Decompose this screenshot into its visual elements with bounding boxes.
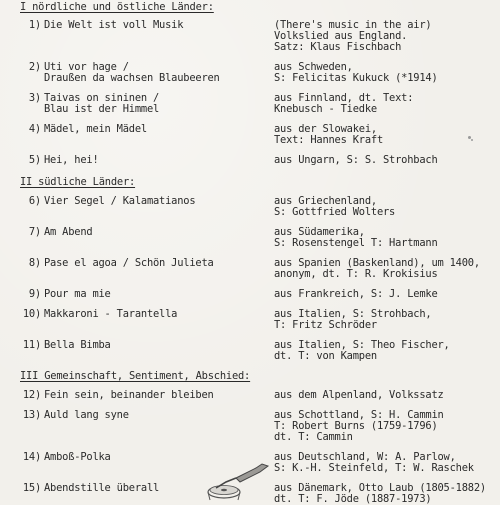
song-title: Amboß-Polka — [44, 451, 111, 463]
section-heading: I nördliche und östliche Länder: — [20, 1, 214, 13]
song-info: aus Spanien (Baskenland), um 1400, anonym, dt. T: R. Krokisius — [274, 257, 480, 280]
song-info: aus dem Alpenland, Volkssatz — [274, 389, 444, 401]
song-title: Pour ma mie — [44, 288, 111, 300]
song-number: 4) — [28, 123, 41, 135]
song-info: aus Italien, S: Strohbach, T: Fritz Schröder — [274, 308, 432, 331]
song-title: Die Welt ist voll Musik — [44, 19, 184, 31]
song-title: Uti vor hage / Draußen da wachsen Blaubeeren — [44, 61, 220, 84]
song-number: 5) — [28, 154, 41, 166]
gramophone-illustration — [196, 462, 276, 502]
section-heading: II südliche Länder: — [20, 176, 136, 188]
song-info: aus Ungarn, S: S. Strohbach — [274, 154, 438, 166]
song-info: aus Deutschland, W: A. Parlow, S: K.-H. Steinfeld, T: W. Raschek — [274, 451, 474, 474]
song-title: Vier Segel / Kalamatianos — [44, 195, 196, 207]
song-title: Auld lang syne — [44, 409, 129, 421]
song-info: aus Italien, S: Theo Fischer, dt. T: von Kampen — [274, 339, 450, 362]
song-number: 14) — [22, 451, 41, 463]
section-heading: III Gemeinschaft, Sentiment, Abschied: — [20, 370, 251, 382]
song-number: 9) — [28, 288, 41, 300]
song-number: 7) — [28, 226, 41, 238]
song-number: 3) — [28, 92, 41, 104]
song-number: 13) — [22, 409, 41, 421]
paper-speck — [471, 139, 473, 141]
song-number: 11) — [22, 339, 41, 351]
song-number: 1) — [28, 19, 41, 31]
song-info: aus der Slowakei, Text: Hannes Kraft — [274, 123, 384, 146]
song-title: Am Abend — [44, 226, 93, 238]
song-title: Bella Bimba — [44, 339, 111, 351]
song-title: Hei, hei! — [44, 154, 99, 166]
song-info: aus Griechenland, S: Gottfried Wolters — [274, 195, 396, 218]
song-title: Pase el agoa / Schön Julieta — [44, 257, 214, 269]
song-number: 8) — [28, 257, 41, 269]
song-title: Abendstille überall — [44, 482, 160, 494]
song-info: (There's music in the air) Volkslied aus England. Satz: Klaus Fischbach — [274, 19, 432, 53]
song-title: Fein sein, beinander bleiben — [44, 389, 214, 401]
song-number: 6) — [28, 195, 41, 207]
song-info: aus Frankreich, S: J. Lemke — [274, 288, 438, 300]
song-title: Mädel, mein Mädel — [44, 123, 147, 135]
song-number: 10) — [22, 308, 41, 320]
song-number: 15) — [22, 482, 41, 494]
song-title: Makkaroni - Tarantella — [44, 308, 178, 320]
song-number: 2) — [28, 61, 41, 73]
song-title: Taivas on sininen / Blau ist der Himmel — [44, 92, 160, 115]
song-info: aus Finnland, dt. Text: Knebusch - Tiedke — [274, 92, 414, 115]
song-info: aus Dänemark, Otto Laub (1805-1882) dt. T: F. Jöde (1887-1973) — [274, 482, 486, 505]
song-number: 12) — [22, 389, 41, 401]
song-info: aus Südamerika, S: Rosenstengel T: Hartmann — [274, 226, 438, 249]
song-info: aus Schottland, S: H. Cammin T: Robert Burns (1759-1796) dt. T: Cammin — [274, 409, 444, 443]
song-info: aus Schweden, S: Felicitas Kukuck (*1914) — [274, 61, 438, 84]
